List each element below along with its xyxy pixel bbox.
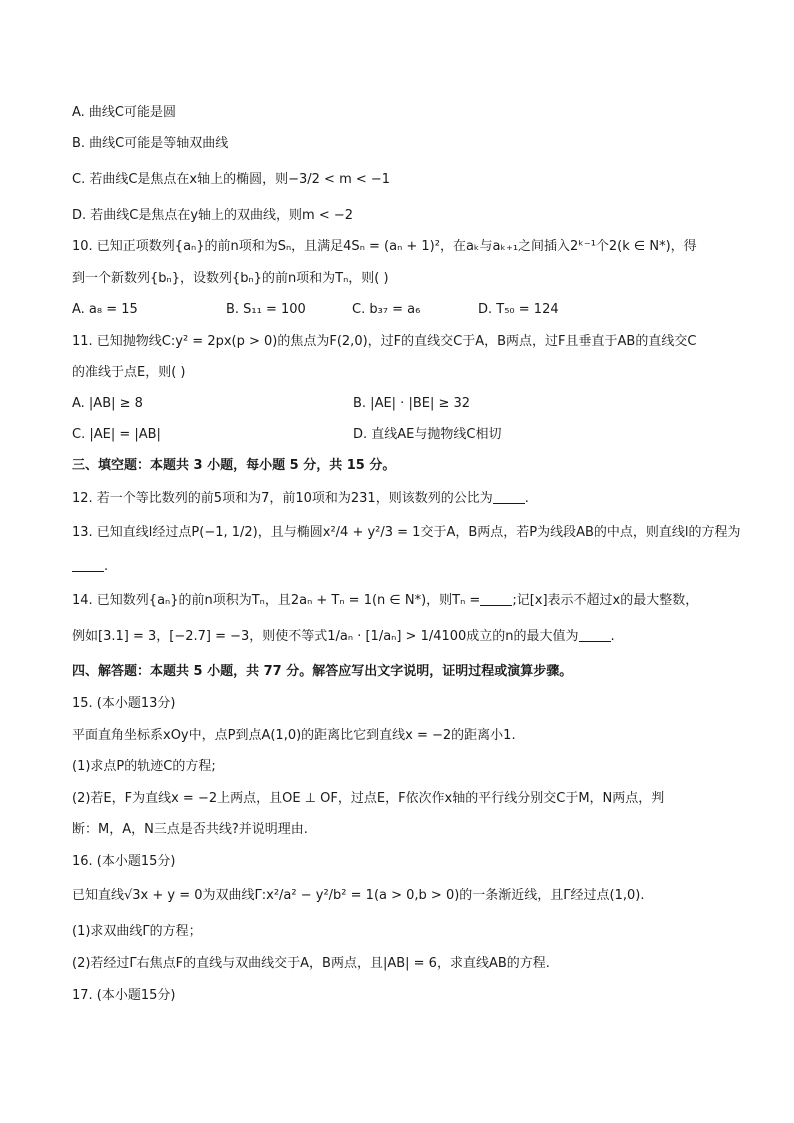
q16-stem: 已知直线√3x + y = 0为双曲线Γ:x²/a² − y²/b² = 1(a > 0,b > 0)的一条渐近线，且Γ经过点(1,0). — [72, 888, 645, 903]
q15-heading: 15. (本小题13分) — [72, 696, 176, 711]
q14-period: . — [610, 629, 615, 644]
q10-option-a: A. a₈ = 15 — [72, 302, 138, 317]
q16-part1: (1)求双曲线Γ的方程； — [72, 924, 202, 939]
q10-stem-line2: 到一个新数列{bₙ}，设数列{bₙ}的前n项和为Tₙ，则( ) — [72, 271, 389, 286]
q10-stem-line1: 10. 已知正项数列{aₙ}的前n项和为Sₙ，且满足4Sₙ = (aₙ + 1)²，在aₖ与aₖ₊₁之间插入2ᵏ⁻¹个2(k ∈ N*)，得 — [72, 239, 697, 254]
section-3-heading: 三、填空题：本题共 3 小题，每小题 5 分，共 15 分。 — [72, 458, 396, 473]
q15-stem: 平面直角坐标系xOy中，点P到点A(1,0)的距离比它到直线x = −2的距离小1. — [72, 728, 516, 743]
q13-stem-line2 — [72, 557, 732, 577]
q17-heading: 17. (本小题15分) — [72, 988, 176, 1003]
q14-answer-blank-2 — [579, 627, 611, 642]
q11-stem-line2: 的准线于点E，则( ) — [72, 365, 186, 380]
q11-option-a: A. |AB| ≥ 8 — [72, 396, 143, 411]
q14-stem-line1 — [72, 591, 732, 611]
q13-period: . — [104, 559, 109, 574]
q10-option-d: D. T₅₀ = 124 — [478, 302, 559, 317]
q15-part2-line1: (2)若E，F为直线x = −2上两点，且OE ⊥ OF，过点E，F依次作x轴的平行线分别交C于M，N两点，判 — [72, 791, 665, 806]
q9-option-b: B. 曲线C可能是等轴双曲线 — [72, 136, 229, 151]
q14-text-a: 14. 已知数列{aₙ}的前n项积为Tₙ，且2aₙ + Tₙ = 1(n ∈ N*)，则Tₙ = — [72, 593, 481, 608]
q12-period: . — [524, 491, 529, 506]
q10-option-c: C. b₃₇ = a₆ — [352, 302, 421, 317]
q14-text-c: 例如[3.1] = 3，[−2.7] = −3，则使不等式1/aₙ · [1/aₙ] > 1/4100成立的n的最大值为 — [72, 629, 579, 644]
q9-option-c: C. 若曲线C是焦点在x轴上的椭圆，则−3/2 < m < −1 — [72, 172, 391, 187]
q9-option-a: A. 曲线C可能是圆 — [72, 105, 177, 120]
q12-answer-blank — [493, 489, 525, 504]
q11-option-c: C. |AE| = |AB| — [72, 427, 161, 442]
q12-stem — [72, 489, 732, 509]
q16-heading: 16. (本小题15分) — [72, 854, 176, 869]
q12-text: 12. 若一个等比数列的前5项和为7，前10项和为231，则该数列的公比为 — [72, 491, 493, 506]
section-4-heading: 四、解答题：本题共 5 小题，共 77 分。解答应写出文字说明，证明过程或演算步骤。 — [72, 664, 573, 679]
q14-answer-blank-1 — [480, 591, 512, 606]
q11-stem-line1: 11. 已知抛物线C:y² = 2px(p > 0)的焦点为F(2,0)，过F的直线交C于A，B两点，过F且垂直于AB的直线交C — [72, 334, 697, 349]
q15-part1: (1)求点P的轨迹C的方程; — [72, 759, 216, 774]
q10-option-b: B. S₁₁ = 100 — [226, 302, 306, 317]
q11-option-d: D. 直线AE与抛物线C相切 — [353, 427, 502, 442]
q15-part2-line2: 断：M，A，N三点是否共线?并说明理由. — [72, 822, 308, 837]
q13-stem-line1: 13. 已知直线l经过点P(−1, 1/2)，且与椭圆x²/4 + y²/3 = 1交于A，B两点，若P为线段AB的中点，则直线l的方程为 — [72, 525, 741, 540]
q13-answer-blank — [72, 557, 104, 572]
q14-stem-line2 — [72, 627, 732, 647]
q9-option-d: D. 若曲线C是焦点在y轴上的双曲线，则m < −2 — [72, 208, 354, 223]
q11-option-b: B. |AE| · |BE| ≥ 32 — [353, 396, 471, 411]
q16-part2: (2)若经过Γ右焦点F的直线与双曲线交于A，B两点，且|AB| = 6，求直线AB的方程. — [72, 956, 550, 971]
q14-text-b: ;记[x]表示不超过x的最大整数， — [512, 593, 699, 608]
